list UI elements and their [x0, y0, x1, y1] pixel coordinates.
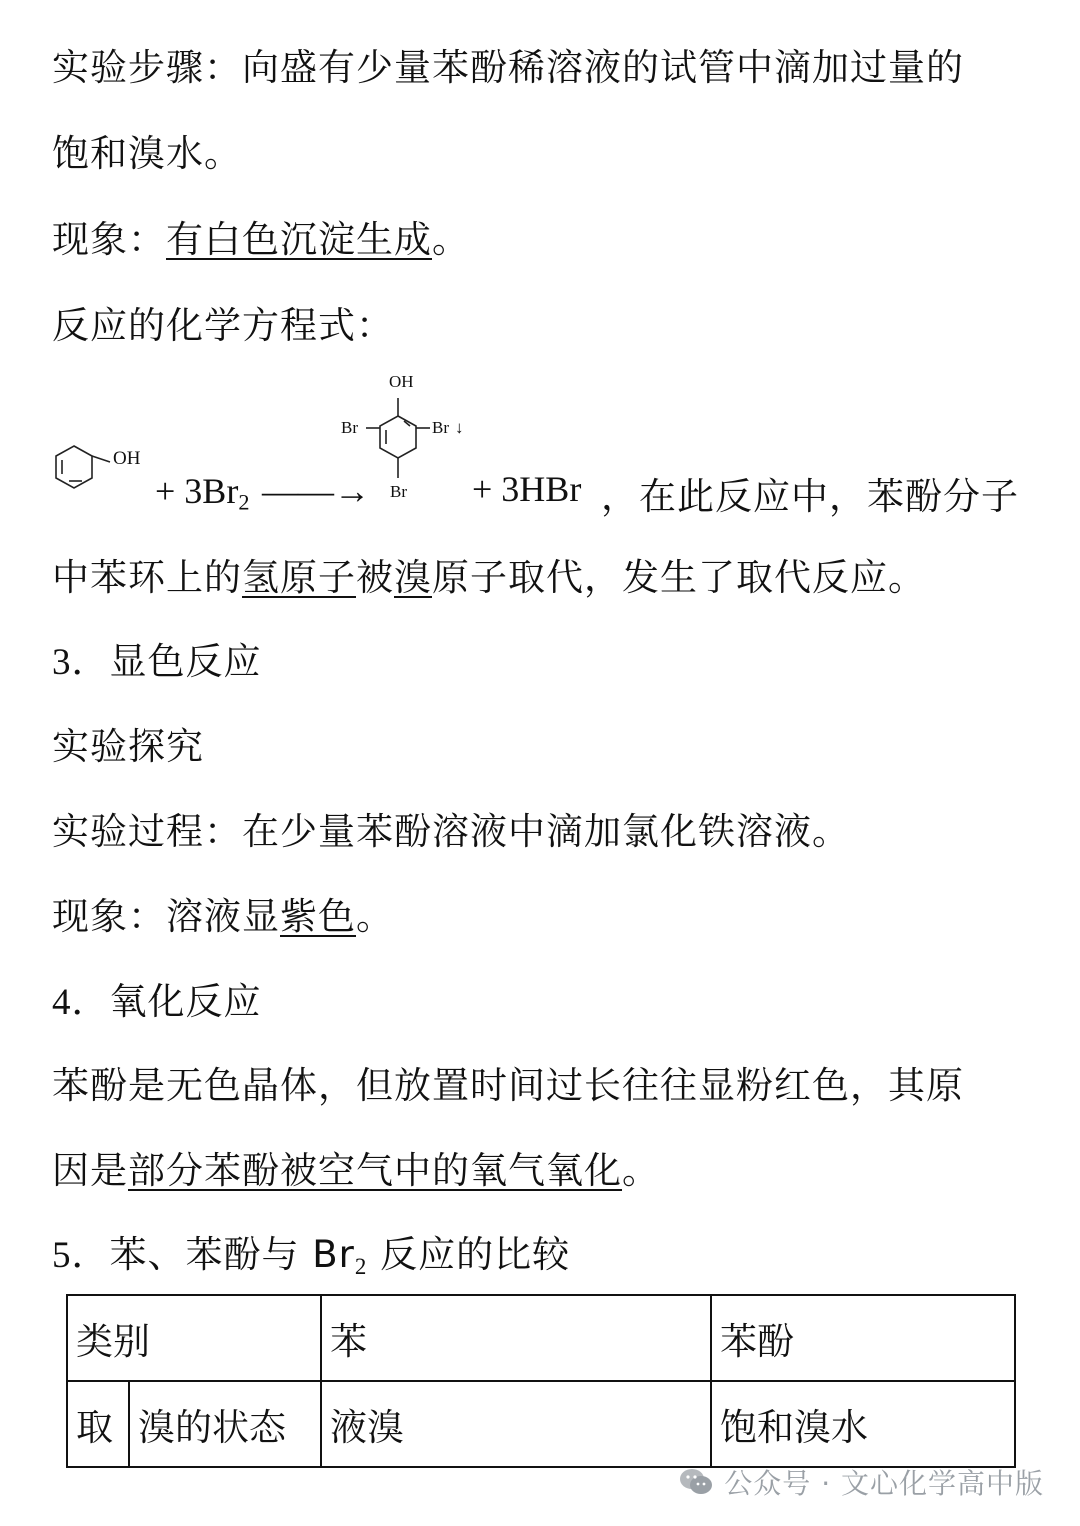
answer-hydrogen-atom: 氢原子: [242, 556, 356, 599]
table-row: [67, 1381, 1015, 1467]
phenol-ring: [56, 446, 110, 488]
step-line-2: 饱和溴水。: [52, 132, 242, 175]
substitution-line: 中苯环上的氢原子被溴原子取代，发生了取代反应。: [52, 556, 926, 599]
wechat-icon: [678, 1466, 714, 1498]
row-group-label: 取: [67, 1381, 129, 1467]
section-4-line-2: 因是部分苯酚被空气中的氧气氧化。: [52, 1149, 660, 1192]
phenomenon-line: [52, 218, 470, 262]
answer-bromine: 溴: [394, 556, 432, 599]
precipitate-arrow: ↓: [455, 418, 464, 437]
section-3-process: 实验过程：在少量苯酚溶液中滴加氯化铁溶液。: [52, 810, 850, 853]
reaction-arrow: ——→: [262, 471, 370, 511]
phenomenon-answer: 有白色沉淀生成: [166, 218, 432, 261]
comparison-table: [66, 1294, 1016, 1468]
table-header-row: [67, 1295, 1015, 1381]
product-br-left: Br: [341, 418, 358, 437]
section-3-phenomenon: 现象：溶液显紫色。: [52, 895, 394, 938]
row-label: 溴的状态: [129, 1381, 321, 1467]
section-3-sub: 实验探究: [52, 725, 204, 768]
product-br-right: Br: [432, 418, 449, 437]
header-category: 类别: [67, 1295, 321, 1381]
equation-heading: 反应的化学方程式：: [52, 304, 394, 347]
cell-phenol: 饱和溴水: [711, 1381, 1015, 1467]
header-benzene: 苯: [321, 1295, 711, 1381]
answer-purple: 紫色: [280, 895, 356, 938]
section-3-heading: 3．显色反应: [52, 640, 262, 683]
equation-tail: ，在此反应中，苯酚分子: [601, 475, 1019, 518]
plus-3hbr: + 3HBr: [472, 469, 582, 509]
tribromophenol-ring: [366, 398, 430, 478]
cell-benzene: 液溴: [321, 1381, 711, 1467]
section-5-heading: 5．苯、苯酚与 $Br_2$ 反应的比较: [52, 1233, 571, 1279]
phenomenon-end: 。: [432, 218, 470, 261]
section-4-heading: 4．氧化反应: [52, 980, 262, 1023]
plus-3br2: + $3Br_2$: [155, 471, 250, 515]
header-phenol: 苯酚: [711, 1295, 1015, 1381]
watermark-text: 公众号 · 文心化学高中版: [724, 1467, 1044, 1500]
product-br-bottom: Br: [390, 482, 407, 501]
reactant-oh-label: OH: [113, 448, 141, 469]
section-4-line-1: 苯酚是无色晶体，但放置时间过长往往显粉红色，其原: [52, 1064, 964, 1107]
step-line-1: 实验步骤：向盛有少量苯酚稀溶液的试管中滴加过量的: [52, 46, 964, 89]
watermark: [678, 1462, 1044, 1502]
answer-oxidation: 部分苯酚被空气中的氧气氧化: [128, 1149, 622, 1192]
chemical-equation: [0, 360, 1080, 530]
phenomenon-label: 现象：: [52, 218, 166, 261]
product-oh-label: OH: [389, 372, 414, 391]
